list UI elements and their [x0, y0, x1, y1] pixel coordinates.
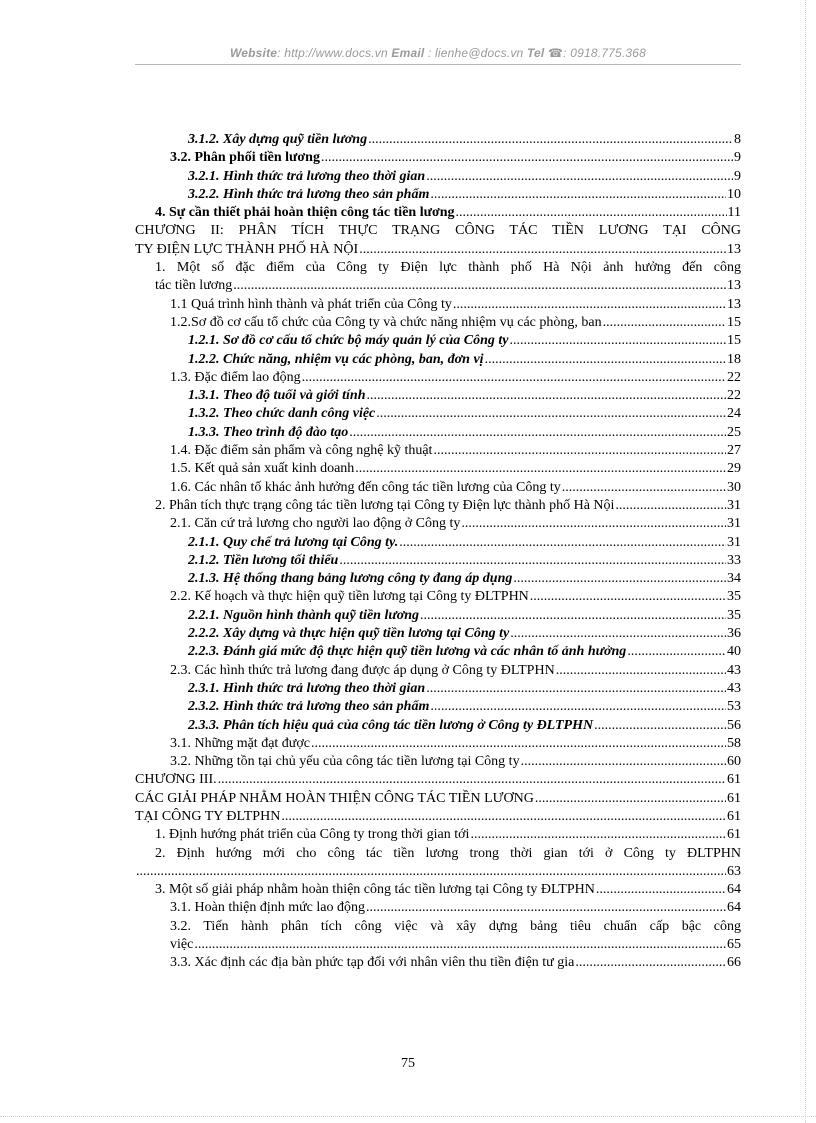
toc-entry-line[interactable]: 3.2. Tiến hành phân tích công việc và xây dựng bảng tiêu chuẩn cấp bậc công — [170, 918, 741, 934]
toc-entry[interactable]: ..... 63 — [135, 863, 741, 881]
page-border-right — [805, 0, 806, 1123]
toc-entry[interactable]: 2.2.1. Nguồn hình thành quỹ tiền lương ..... 35 — [135, 607, 741, 625]
toc-entry[interactable]: TẠI CÔNG TY ĐLTPHN ..... 61 — [135, 808, 741, 826]
toc-entry[interactable]: 1.3.3. Theo trình độ đào tạo ..... 25 — [135, 424, 741, 442]
page-border-bottom — [0, 1116, 816, 1117]
toc-entry[interactable]: 2.3. Các hình thức trả lương đang được áp dụng ở Công ty ĐLTPHN ..... 43 — [135, 662, 741, 680]
toc-entry[interactable]: 1.2.2. Chức năng, nhiệm vụ các phòng, ban, đơn vị ..... 18 — [135, 351, 741, 369]
toc-entry[interactable]: 2.2. Kế hoạch và thực hiện quỹ tiền lương tại Công ty ĐLTPHN ..... 35 — [135, 588, 741, 606]
phone-icon: ☎ — [548, 46, 564, 60]
toc-entry[interactable]: 2.1. Căn cứ trả lương cho người lao động ở Công ty ..... 31 — [135, 515, 741, 533]
toc-entry[interactable]: 2.1.3. Hệ thống thang bảng lương công ty đang áp dụng ..... 34 — [135, 570, 741, 588]
page-number: 75 — [401, 1056, 415, 1071]
toc-entry[interactable]: 3. Một số giải pháp nhằm hoàn thiện công tác tiền lương tại Công ty ĐLTPHN ..... 64 — [135, 881, 741, 899]
toc-entry[interactable]: CÁC GIẢI PHÁP NHẰM HOÀN THIỆN CÔNG TÁC TIỀN LƯƠNG ..... 61 — [135, 790, 741, 808]
page-header — [135, 46, 741, 60]
toc-entry[interactable]: 1.6. Các nhân tố khác ảnh hưởng đến công tác tiền lương của Công ty ..... 30 — [135, 479, 741, 497]
table-of-contents — [135, 131, 741, 973]
toc-entry[interactable]: 2.2.3. Đánh giá mức độ thực hiện quỹ tiền lương và các nhân tố ảnh hưởng ..... 40 — [135, 643, 741, 661]
toc-entry[interactable]: 2.1.2. Tiền lương tối thiểu ..... 33 — [135, 552, 741, 570]
header-rule — [135, 64, 741, 65]
toc-entry[interactable]: 2.3.3. Phân tích hiệu quả của công tác tiền lương ở Công ty ĐLTPHN ..... 56 — [135, 717, 741, 735]
toc-entry[interactable]: TY ĐIỆN LỰC THÀNH PHỐ HÀ NỘI ..... 13 — [135, 241, 741, 259]
email-label: Email — [391, 46, 425, 60]
toc-entry[interactable]: 3.2.1. Hình thức trả lương theo thời gian ..... 9 — [135, 168, 741, 186]
toc-entry-line[interactable]: 2. Định hướng mới cho công tác tiền lương trong thời gian tới ở Công ty ĐLTPHN — [155, 845, 741, 861]
toc-entry[interactable]: 3.1. Hoàn thiện định mức lao động ..... 64 — [135, 899, 741, 917]
toc-entry-line[interactable]: 1. Một số đặc điểm của Công ty Điện lực thành phố Hà Nội ảnh hưởng đến công — [155, 260, 741, 276]
toc-entry[interactable]: 2.3.1. Hình thức trả lương theo thời gian ..... 43 — [135, 680, 741, 698]
toc-entry[interactable]: CHƯƠNG III. ..... 61 — [135, 771, 741, 789]
toc-chapter-line[interactable]: CHƯƠNG II: PHÂN TÍCH THỰC TRẠNG CÔNG TÁC TIỀN LƯƠNG TẠI CÔNG — [135, 223, 741, 239]
email-value: : lienhe@docs.vn — [427, 46, 524, 60]
toc-entry[interactable]: 1.3. Đặc điểm lao động ..... 22 — [135, 369, 741, 387]
toc-entry[interactable]: 3.3. Xác định các địa bàn phức tạp đối với nhân viên thu tiền điện tư gia ..... 66 — [135, 954, 741, 972]
toc-entry[interactable]: 3.2.2. Hình thức trả lương theo sản phẩm ..... 10 — [135, 186, 741, 204]
website-url: : http://www.docs.vn — [277, 46, 388, 60]
toc-entry[interactable]: 2.1.1. Quy chế trả lương tại Công ty. ..... 31 — [135, 534, 741, 552]
toc-entry[interactable]: tác tiền lương ..... 13 — [135, 277, 741, 295]
toc-entry[interactable]: 1.2.1. Sơ đồ cơ cấu tổ chức bộ máy quản lý của Công ty ..... 15 — [135, 332, 741, 350]
toc-entry[interactable]: 1.2.Sơ đồ cơ cấu tổ chức của Công ty và chức năng nhiệm vụ các phòng, ban ..... 15 — [135, 314, 741, 332]
toc-entry[interactable]: 1.3.1. Theo độ tuổi và giới tính ..... 22 — [135, 387, 741, 405]
toc-entry[interactable]: 3.1. Những mặt đạt được ..... 58 — [135, 735, 741, 753]
toc-entry[interactable]: việc ..... 65 — [135, 936, 741, 954]
toc-entry[interactable]: 1. Định hướng phát triển của Công ty trong thời gian tới ..... 61 — [135, 826, 741, 844]
toc-entry[interactable]: 1.5. Kết quả sản xuất kinh doanh ..... 29 — [135, 460, 741, 478]
toc-entry[interactable]: 2. Phân tích thực trạng công tác tiền lương tại Công ty Điện lực thành phố Hà Nội ..... 31 — [135, 497, 741, 515]
toc-entry[interactable]: 3.1.2. Xây dựng quỹ tiền lương ..... 8 — [135, 131, 741, 149]
toc-entry[interactable]: 4. Sự cần thiết phải hoàn thiện công tác tiền lương ..... 11 — [135, 204, 741, 222]
toc-entry[interactable]: 1.1 Quá trình hình thành và phát triển của Công ty ..... 13 — [135, 296, 741, 314]
toc-entry[interactable]: 3.2. Phân phối tiền lương ..... 9 — [135, 149, 741, 167]
tel-value: : 0918.775.368 — [563, 46, 647, 60]
toc-entry[interactable]: 3.2. Những tồn tại chủ yếu của công tác tiền lương tại Công ty ..... 60 — [135, 753, 741, 771]
toc-entry[interactable]: 1.3.2. Theo chức danh công việc ..... 24 — [135, 405, 741, 423]
toc-entry[interactable]: 1.4. Đặc điểm sản phẩm và công nghệ kỹ thuật ..... 27 — [135, 442, 741, 460]
website-label: Website — [229, 46, 278, 60]
tel-label: Tel — [526, 46, 545, 60]
toc-entry[interactable]: 2.3.2. Hình thức trả lương theo sản phẩm ..... 53 — [135, 698, 741, 716]
toc-entry[interactable]: 2.2.2. Xây dựng và thực hiện quỹ tiền lương tại Công ty ..... 36 — [135, 625, 741, 643]
